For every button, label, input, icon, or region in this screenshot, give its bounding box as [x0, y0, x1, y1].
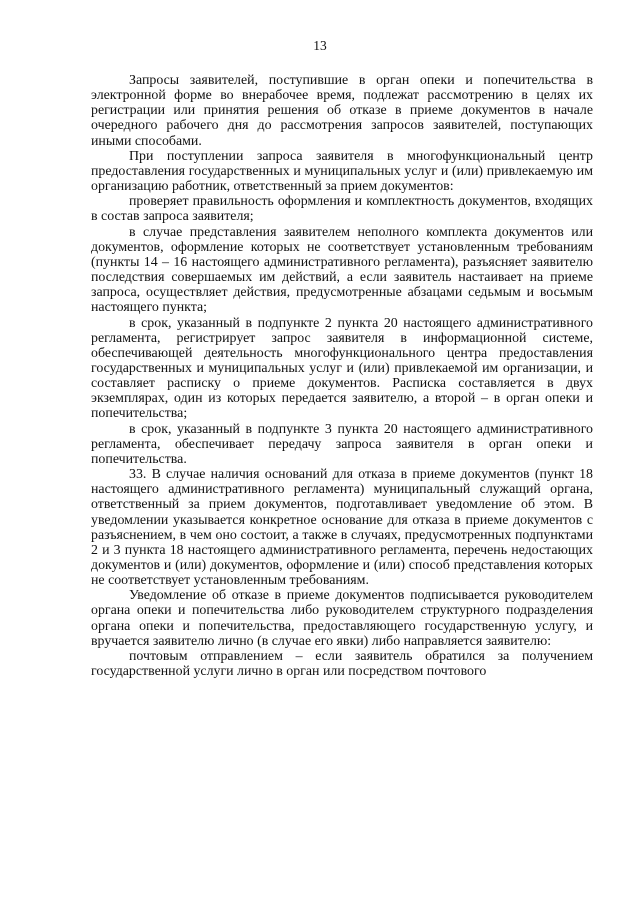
paragraph: в срок, указанный в подпункте 2 пункта 20 настоящего административного регламента, регистрирует запрос заявителя в информационной системе, обеспечивающей деятельность многофункционального центра предоставления государственных и муниципальных услуг и (или) привлекаемой им организации, и составляет расписку о приеме документов. Расписка составляется в двух экземплярах, один из которых передается заявителю, а второй – в орган опеки и попечительства; [91, 315, 593, 422]
paragraph: в срок, указанный в подпункте 3 пункта 20 настоящего административного регламента, обеспечивает передачу запроса заявителя в орган опеки и попечительства. [91, 421, 593, 467]
paragraph: 33. В случае наличия оснований для отказа в приеме документов (пункт 18 настоящего административного регламента) муниципальный служащий органа, ответственный за прием документов, подготавливает уведомление об этом. В уведомлении указывается конкретное основание для отказа в приеме документов с разъяснением, в чем оно состоит, а также в случаях, предусмотренных подпунктами 2 и 3 пункта 18 настоящего административного регламента, перечень недостающих документов и (или) документов, оформление и (или) способ представления которых не соответствует установленным требованиям. [91, 467, 593, 589]
paragraph: Уведомление об отказе в приеме документов подписывается руководителем органа опеки и попечительства либо руководителем структурного подразделения органа опеки и попечительства, предоставляющего государственную услугу, и вручается заявителю лично (в случае его явки) либо направляется заявителю: [91, 588, 593, 649]
body-text [91, 73, 593, 679]
paragraph: Запросы заявителей, поступившие в орган опеки и попечительства в электронной форме во внерабочее время, подлежат рассмотрению в целях их регистрации или принятия решения об отказе в приеме документов в начале очередного рабочего дня до рассмотрения запросов заявителей, поступающих иными способами. [91, 73, 593, 149]
paragraph: При поступлении запроса заявителя в многофункциональный центр предоставления государственных и муниципальных услуг и (или) привлекаемую им организацию работник, ответственный за прием документов: [91, 148, 593, 195]
paragraph: почтовым отправлением – если заявитель обратился за получением государственной услуги лично в орган или посредством почтового [91, 648, 593, 680]
page-number: 13 [313, 38, 327, 53]
paragraph: проверяет правильность оформления и комплектность документов, входящих в состав запроса заявителя; [91, 194, 593, 225]
paragraph: в случае представления заявителем неполного комплекта документов или документов, оформление которых не соответствует установленным требованиям (пункты 14 – 16 настоящего административного регламента), разъясняет заявителю последствия совершаемых им действий, а если заявитель настаивает на приеме запроса, осуществляет действия, предусмотренные абзацами седьмым и восьмым настоящего пункта; [91, 224, 593, 316]
